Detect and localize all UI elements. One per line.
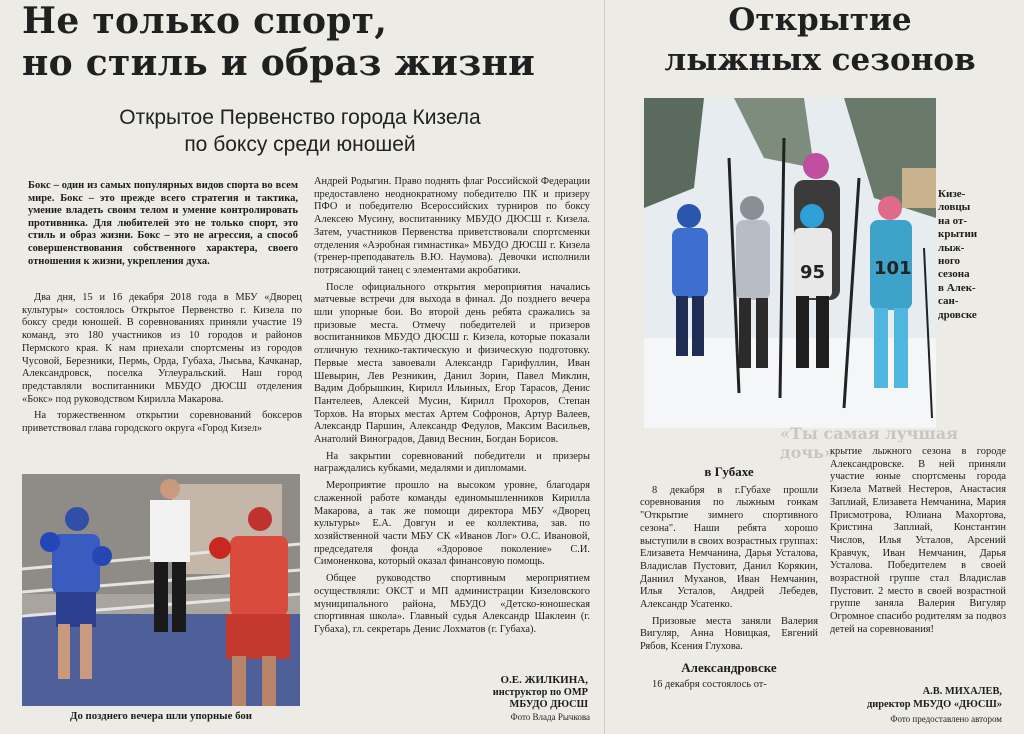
caption-line: Кизе- [938,188,966,200]
caption-line: дровске [938,308,977,321]
paragraph: 8 декабря в г.Губахе прошли соревнования по лыжным гонкам "Открытие зимнего спортивного сезона". Наши ребята хорошо выступили в своих возрастных группах: Елизавета Немчанина, Дарья Усталова, Владислав Пустовит, Данил Корякин, Даниил Муханов, Иван Немчанин, Илья Усталов, Андрей Лебедев, Александр Усатенко. [640,484,818,611]
author-name: А.В. МИХАЛЕВ, [922,686,1002,697]
author-signature-ski [826,686,1002,711]
headline-boxing [22,0,582,84]
author-signature-boxing [360,674,588,712]
caption-line: лыж- [938,241,965,254]
author-name: О.Е. ЖИЛКИНА, [500,674,588,686]
headline-ski [630,0,1010,80]
photo-credit-ski: Фото предоставлено автором [890,714,1002,724]
headline-line-1: Открытие [728,2,912,38]
ski-photo [644,98,936,428]
caption-line: на от- [938,214,968,227]
paragraph: Два дня, 15 и 16 декабря 2018 года в МБУ «Дворец культуры» состоялось Открытое Первенство г. Кизела по боксу среди юношей. В соревнованиях приняли участие 19 команд, это 180 участников из 10 городов и районов Пермского края. К нам приехали спортсмены из городов Чусовой, Березники, Пермь, Орда, Губаха, Лысьва, Качканар, Александровск, поселка Углеуральский. Наш город представляли воспитанники МБУДО ДЮСШ отделения «Бокс» под руководством Кирилла Макарова. [22,292,302,405]
headline-line-1: Не только спорт, [22,0,388,42]
ski-kids-illustration [644,98,936,428]
caption-line: ного [938,255,961,268]
bleed-through-heading: «Ты самая лучшая дочь» [780,424,958,462]
subheading-gubakha: в Губахе [704,464,754,479]
subheadline-line-1: Открытое Первенство города Кизела [119,106,481,129]
headline-line-2: но стиль и образ жизни [22,42,536,84]
caption-line: крытии [938,228,978,241]
bib-number: 101 [874,258,912,279]
column-divider [604,0,605,734]
author-org: МБУДО ДЮСШ [509,699,588,710]
paragraph: На торжественном открытии соревнований боксеров приветствовал глава городского округа «Город Кизел» [22,410,302,435]
paragraph: Мероприятие прошло на высоком уровне, благодаря слаженной работе команды единомышленников Кирилла Макарова, а так же помощи директора МБУ «Дворец культуры» Е.А. Довгун и ее коллектива, зав. по хозяйственной части МБУ СК «Иванов Лог» О.С. Ивановой, председателя фонда «Здоровое поколение» С.И. Симоненкова, который оказал финансовую помощь. [314,480,590,568]
paragraph: После официального открытия мероприятия начались матчевые встречи для выхода в финал. До позднего вечера шли упорные бои. Во второй день ребята сражались за призовые места. Отмечу победителей и призеров воспитанников МБУДО ДЮСШ г. Кизела, которые показали отличную технико-тактическую и физическую подготовку. Первые места завоевали Александр Гарифуллин, Иван Шевырин, Лев Резникин, Данил Зорин, Павел Миклин, Вадим Добрышкин, Кирилл Ильиных, Егор Тарасов, Денис Пантелеев, Алексей Мусин, Кирилл Прохоров, Степан Торхов. На вторых местах Артем Софронов, Артур Валеев, Александр Паршин, Александр Федулов, Максим Васильев, Анатолий Виноградов, Давид Веснин, Богдан Борисов. [314,281,590,446]
paragraph: На закрытии соревнований победители и призеры награждались кубками, медалями и дипломами. [314,450,590,475]
lead-paragraph: Бокс – один из самых популярных видов спорта во всем мире. Бокс – это прежде всего стратегия и тактика, умение владеть своим телом и умение контролировать противника. Для любителей это не только спорт, это стиль и образ жизни. Бокс – это не агрессия, а способ совершенствования собственного характера, своего отношения к жизни, укрепления духа. [28,180,298,267]
author-role: инструктор по ОМР [492,686,588,698]
paragraph: Андрей Родыгин. Право поднять флаг Российской Федерации предоставлено неоднократному победителю ПК и призеру ПФО и победителю Всероссийских турниров по боксу Алексею Мусину, воспитаннику МБУДО ДЮСШ г. Кизела. Затем, участников Первенства приветствовали спортсменки отделения «Аэробная гимнастика» МБУДО ДЮСШ г. Кизела (тренер-преподаватель В.Ю. Наумова). Девочки исполнили потрясающий танец с элементами акробатики. [314,176,590,276]
article-column-1 [22,292,302,440]
paragraph: Общее руководство спортивным мероприятием осуществляли: ОКСТ и МП администрации Кизеловского муниципального района, МБУДО «Детско-юношеская спортивная школа». Главный судья Александр Шаклеин (г. Губаха), гл. секретарь Денис Лохматов (г. Губаха). [314,573,590,635]
caption-line: сезона [938,268,970,281]
photo-caption-boxing: До позднего вечера шли упорные бои [70,710,252,722]
headline-line-2: лыжных сезонов [664,42,976,78]
subheading-alexandrovsk: Александровске [681,659,777,675]
article-column-4 [830,446,1006,641]
caption-line: сан- [938,295,959,308]
paragraph: 16 декабря состоялось от- [652,678,767,690]
article-column-2 [314,176,590,641]
article-column-3 [640,466,818,695]
photo-credit-boxing: Фото Влада Рычкова [510,712,590,722]
boxing-photo [22,474,300,706]
photo-side-caption-ski [938,188,998,322]
caption-line: в Алек- [938,281,976,294]
paragraph: крытие лыжного сезона в городе Александровске. В ней приняли участие юные спортсмены города Кизела Матвей Нестеров, Анастасия Заплиай, Елизавета Немчанина, Мария Присмотрова, Юлиана Махортова, Кристина Заплиай, Константин Числов, Илья Усталов, Арсений Кравчук, Иван Немчанин, Дарья Усталова. Победителем в своей возрастной группе стал Владислав Пустовит. 2 место в своей возрастной группе заняла Валерия Вигуляр Огромное спасибо родителям за подвоз детей на соревнования! [830,446,1006,635]
caption-line: ловцы [938,201,971,214]
author-role: директор МБУДО «ДЮСШ» [866,698,1002,710]
subheadline-line-2: по боксу среди юношей [184,133,416,156]
boxing-ring-illustration [22,474,300,706]
subheadline-boxing [40,104,560,158]
paragraph: Призовые места заняли Валерия Вигуляр, Анна Новицкая, Евгений Рябов, Ксения Глухова. [640,615,818,653]
bib-number: 95 [800,262,826,283]
